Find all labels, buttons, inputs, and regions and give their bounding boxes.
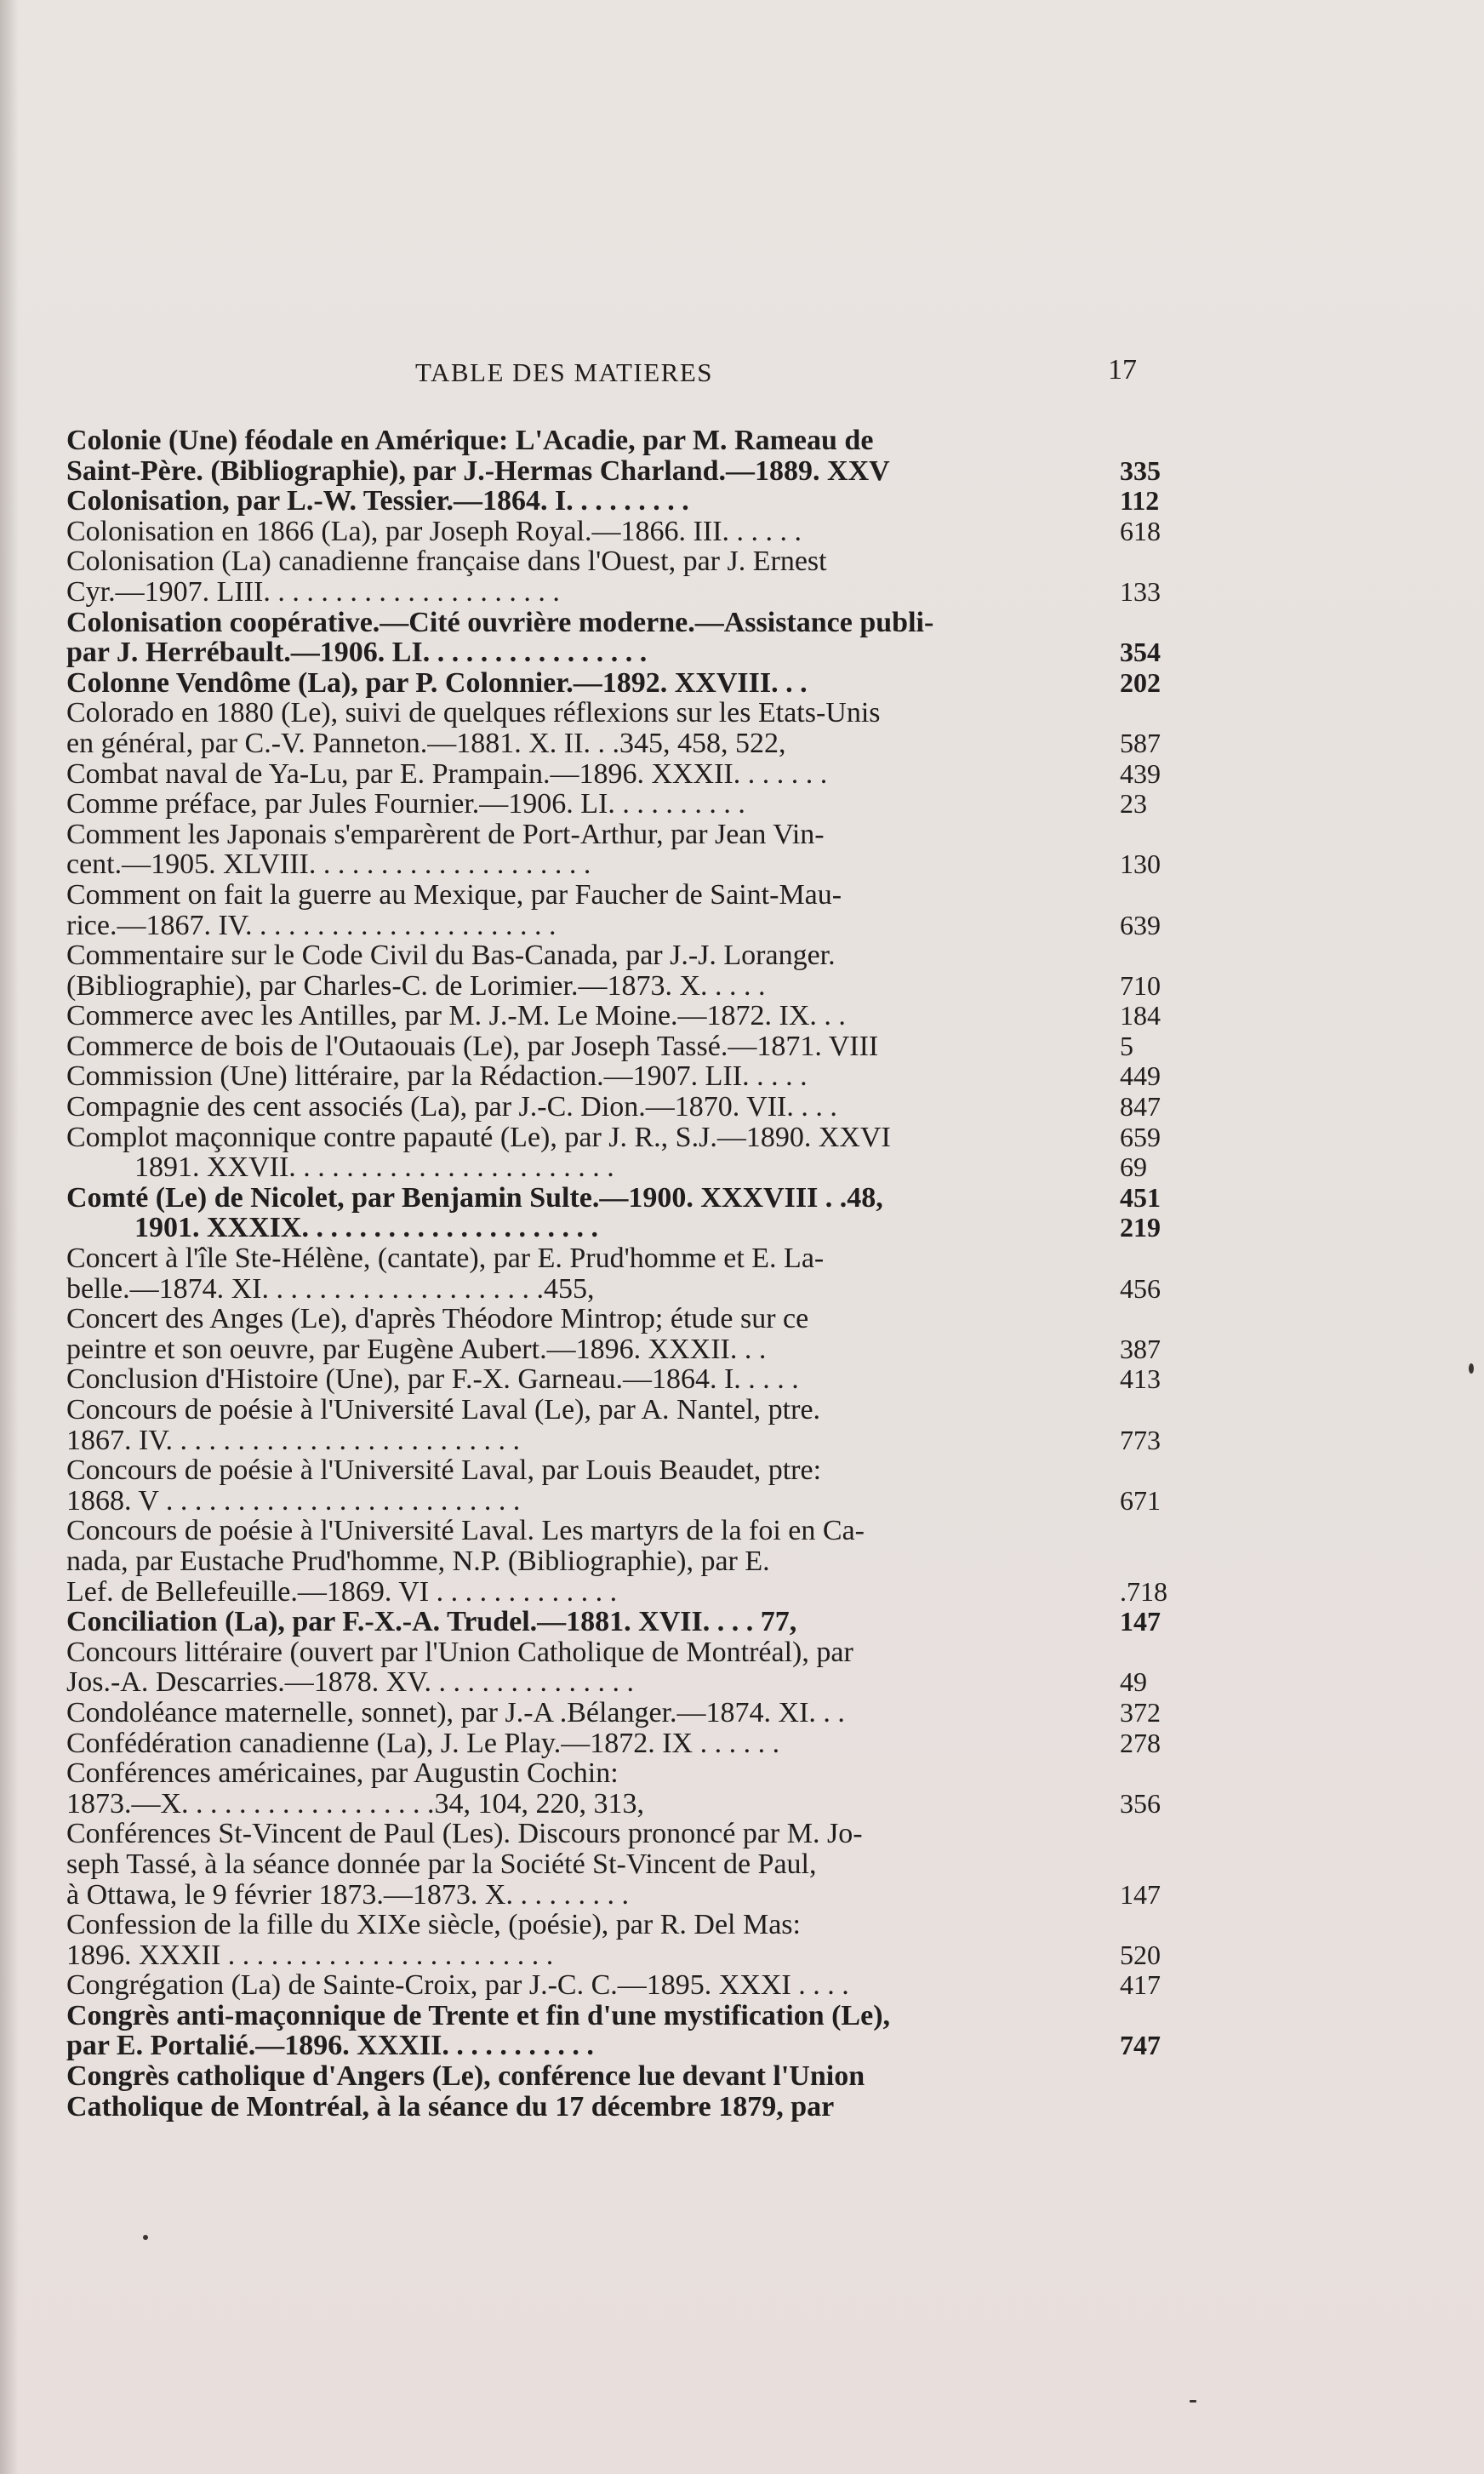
toc-entry xyxy=(66,1363,1161,1396)
toc-entry-line: Compagnie des cent associés (La), par J.-C. Dion.—1870. VII. . . . xyxy=(66,1091,837,1123)
toc-entry xyxy=(66,697,1161,759)
toc-entry-line: Comme préface, par Jules Fournier.—1906. LI. . . . . . . . . . xyxy=(66,788,745,820)
toc-entry-text xyxy=(66,1060,1152,1093)
toc-entry-line: Congrégation (La) de Sainte-Croix, par J.-C. C.—1895. XXXI . . . . xyxy=(66,1969,849,2002)
toc-entry-line: 1891. XXVII. . . . . . . . . . . . . . . . . . . . . . . xyxy=(134,1151,614,1184)
toc-entry-line: Conférences St-Vincent de Paul (Les). Discours prononcé par M. Jo- xyxy=(66,1818,863,1850)
toc-entry-page: 639 xyxy=(1120,909,1161,940)
toc-entry xyxy=(66,1243,1161,1305)
toc-entry-text xyxy=(66,1091,1152,1123)
toc-entry-text xyxy=(66,788,1152,820)
toc-entry-text xyxy=(66,485,1152,517)
toc-entry-page: 747 xyxy=(1120,2030,1161,2061)
toc-entry-text xyxy=(66,666,1152,699)
toc-entry-page: 278 xyxy=(1120,1727,1161,1758)
toc-entry xyxy=(66,1969,1161,2002)
toc-entry-line: Concours de poésie à l'Université Laval, par Louis Beaudet, ptre: xyxy=(66,1454,822,1487)
toc-entry xyxy=(66,818,1161,881)
toc-entry-page: 618 xyxy=(1120,515,1161,546)
toc-entry xyxy=(66,1031,1152,1062)
toc-entry-text xyxy=(134,1152,1152,1183)
toc-entry-line: Concours de poésie à l'Université Laval (Le), par A. Nantel, ptre. xyxy=(66,1394,821,1426)
toc-entry-line: Colonisation coopérative.—Cité ouvrière moderne.—Assistance publi- xyxy=(66,606,934,638)
toc-entry-line: Colorado en 1880 (Le), suivi de quelques réflexions sur les Etats-Unis xyxy=(66,697,881,729)
toc-entry xyxy=(66,1515,1167,1608)
toc-entry xyxy=(66,1000,1161,1032)
toc-entry xyxy=(66,1637,1152,1698)
toc-entry xyxy=(66,1909,1161,1971)
toc-entry-page: 773 xyxy=(1120,1424,1161,1455)
toc-entry-line: par J. Herrébault.—1906. LI. . . . . . . . . . . . . . . . xyxy=(66,637,648,669)
toc-entry-page: .718 xyxy=(1120,1575,1167,1607)
toc-entry-line: Colonne Vendôme (La), par P. Colonnier.—1892. XXVIII. . . xyxy=(66,666,808,699)
toc-entry-line: Lef. de Bellefeuille.—1869. VI . . . . . . . . . . . . . xyxy=(66,1575,618,1608)
toc-entry-page: 449 xyxy=(1120,1060,1161,1092)
toc-entry-text xyxy=(66,1243,1152,1305)
toc-entry-page: 710 xyxy=(1120,969,1161,1001)
toc-entry-page: 413 xyxy=(1120,1363,1161,1395)
ink-speck xyxy=(1469,1363,1474,1374)
toc-entry-page: 202 xyxy=(1120,666,1161,698)
toc-entry-text xyxy=(66,1394,1152,1456)
toc-entry-line: Saint-Père. (Bibliographie), par J.-Hermas Charland.—1889. XXV xyxy=(66,454,890,487)
toc-entry-text xyxy=(66,546,1152,608)
toc-entry-line: nada, par Eustache Prud'homme, N.P. (Bibliographie), par E. xyxy=(66,1545,770,1577)
toc-entry-page: 372 xyxy=(1120,1696,1161,1728)
toc-entry-line: Commerce de bois de l'Outaouais (Le), par Joseph Tassé.—1871. VIII xyxy=(66,1030,879,1062)
toc-entry-text xyxy=(66,1606,1152,1638)
toc-entry-text xyxy=(66,1515,1152,1608)
toc-entry-line: rice.—1867. IV. . . . . . . . . . . . . . . . . . . . . . xyxy=(66,909,556,941)
toc-entry-page: 659 xyxy=(1120,1121,1161,1152)
toc-entry xyxy=(66,1454,1161,1517)
toc-entry-line: Colonisation, par L.-W. Tessier.—1864. I. . . . . . . . . xyxy=(66,485,689,517)
toc-entry xyxy=(66,1696,1161,1728)
toc-entry-line: (Bibliographie), par Charles-C. de Lorimier.—1873. X. . . . . xyxy=(66,969,766,1002)
toc-entry-page: 671 xyxy=(1120,1484,1161,1516)
toc-entry-text xyxy=(66,757,1152,790)
toc-entry-page: 847 xyxy=(1120,1091,1161,1123)
toc-entry xyxy=(66,1818,1161,1911)
toc-entry-text xyxy=(66,425,1152,487)
toc-entry-text xyxy=(66,1121,1152,1153)
toc-entry xyxy=(66,666,1161,699)
toc-entry-text xyxy=(66,1757,1152,1820)
toc-entry-line: Complot maçonnique contre papauté (Le), par J. R., S.J.—1890. XXVI xyxy=(66,1121,891,1153)
toc-entry-page: 520 xyxy=(1120,1939,1161,1970)
toc-entry-page: 130 xyxy=(1120,848,1161,880)
toc-entry xyxy=(66,1999,1161,2062)
toc-entry-line: 1896. XXXII . . . . . . . . . . . . . . . . . . . . . . . xyxy=(66,1939,554,1971)
toc-entry xyxy=(66,1303,1161,1365)
toc-entry xyxy=(66,1181,1161,1214)
toc-entry-line: Colonisation (La) canadienne française dans l'Ouest, par J. Ernest xyxy=(66,546,827,578)
toc-entry-text xyxy=(66,1454,1152,1517)
toc-entry-page: 587 xyxy=(1120,727,1161,758)
toc-entry xyxy=(66,789,1152,820)
toc-entry-text xyxy=(66,878,1152,941)
toc-entry-text xyxy=(66,1181,1152,1214)
toc-entry-text xyxy=(66,1999,1152,2062)
toc-entry-line: cent.—1905. XLVIII. . . . . . . . . . . . . . . . . . . . xyxy=(66,848,591,881)
toc-entry-line: 1901. XXXIX. . . . . . . . . . . . . . . . . . . . . xyxy=(134,1212,598,1244)
toc-entry-text xyxy=(134,1213,1152,1243)
ink-speck xyxy=(143,2235,148,2240)
toc-entry xyxy=(66,757,1161,790)
toc-entry-line: Comment les Japonais s'emparèrent de Port-Arthur, par Jean Vin- xyxy=(66,818,825,850)
toc-entry-line: Cyr.—1907. LIII. . . . . . . . . . . . . . . . . . . . . xyxy=(66,575,560,608)
toc-entry-line: Conférences américaines, par Augustin Cochin: xyxy=(66,1757,619,1790)
toc-entry-line: peintre et son oeuvre, par Eugène Aubert.—1896. XXXII. . . xyxy=(66,1333,767,1365)
toc-entry-text xyxy=(66,1303,1152,1365)
toc-entry-line: Concert à l'île Ste-Hélène, (cantate), par E. Prud'homme et E. La- xyxy=(66,1243,825,1275)
table-of-contents xyxy=(66,426,1224,2122)
toc-entry xyxy=(66,1757,1161,1820)
toc-entry-text xyxy=(66,1818,1152,1911)
toc-entry-page: 147 xyxy=(1120,1606,1161,1637)
ink-speck xyxy=(1190,2400,1196,2403)
toc-entry-line: Colonisation en 1866 (La), par Joseph Royal.—1866. III. . . . . . xyxy=(66,515,802,547)
toc-entry-text xyxy=(66,1636,1152,1699)
toc-entry-line: belle.—1874. XI. . . . . . . . . . . . . . . . . . . .455, xyxy=(66,1272,595,1305)
toc-entry-text xyxy=(66,1727,1152,1759)
toc-entry-text xyxy=(66,1363,1152,1396)
toc-entry-line: Comment on fait la guerre au Mexique, par Faucher de Saint-Mau- xyxy=(66,878,842,911)
toc-entry-page: 69 xyxy=(1120,1151,1147,1183)
toc-entry-page: 456 xyxy=(1120,1272,1161,1304)
toc-entry-line: Confédération canadienne (La), J. Le Play.—1872. IX . . . . . . xyxy=(66,1727,780,1759)
toc-entry-line: Concours de poésie à l'Université Laval. Les martyrs de la foi en Ca- xyxy=(66,1515,865,1547)
toc-entry-page: 112 xyxy=(1120,485,1160,517)
toc-entry-text xyxy=(66,940,1152,1002)
toc-entry xyxy=(66,425,1161,487)
toc-entry-text xyxy=(66,1696,1152,1728)
toc-entry-line: Comté (Le) de Nicolet, par Benjamin Sulte.—1900. XXXVIII . .48, xyxy=(66,1181,883,1214)
toc-entry-line: 1868. V . . . . . . . . . . . . . . . . . . . . . . . . . xyxy=(66,1484,521,1517)
toc-entry-line: Conciliation (La), par F.-X.-A. Trudel.—1881. XVII. . . . 77, xyxy=(66,1606,797,1638)
toc-entry xyxy=(66,1394,1161,1456)
toc-entry-text xyxy=(66,1969,1152,2002)
toc-entry-line: Combat naval de Ya-Lu, par E. Prampain.—1896. XXXII. . . . . . . xyxy=(66,757,828,790)
toc-entry-text xyxy=(66,606,1152,669)
toc-entry-line: Jos.-A. Descarries.—1878. XV. . . . . . . . . . . . . . . xyxy=(66,1666,635,1699)
toc-entry-line: Congrès catholique d'Angers (Le), conférence lue devant l'Union xyxy=(66,2060,865,2093)
toc-entry-page: 356 xyxy=(1120,1787,1161,1819)
toc-entry-line: Commission (Une) littéraire, par la Rédaction.—1907. LII. . . . . xyxy=(66,1060,808,1093)
toc-entry xyxy=(66,1121,1161,1153)
toc-entry-line: seph Tassé, à la séance donnée par la Société St-Vincent de Paul, xyxy=(66,1848,817,1880)
toc-entry-line: 1867. IV. . . . . . . . . . . . . . . . . . . . . . . . . xyxy=(66,1424,520,1456)
toc-entry-page: 23 xyxy=(1120,788,1147,820)
toc-entry-page: 184 xyxy=(1120,1000,1161,1031)
toc-entry xyxy=(66,2061,1152,2122)
toc-entry xyxy=(66,1727,1161,1759)
toc-entry xyxy=(66,940,1161,1002)
toc-entry xyxy=(66,546,1161,608)
toc-entry-line: par E. Portalié.—1896. XXXII. . . . . . . . . . . xyxy=(66,2030,594,2062)
toc-entry-page: 147 xyxy=(1120,1878,1161,1910)
toc-entry xyxy=(66,878,1161,941)
toc-entry-page: 335 xyxy=(1120,454,1161,486)
toc-entry-text xyxy=(66,1909,1152,1971)
toc-entry-line: Concert des Anges (Le), d'après Théodore Mintrop; étude sur ce xyxy=(66,1303,809,1335)
toc-entry-line: Condoléance maternelle, sonnet), par J.-A .Bélanger.—1874. XI. . . xyxy=(66,1696,845,1728)
toc-entry-text xyxy=(66,1000,1152,1032)
toc-entry-page: 451 xyxy=(1120,1181,1161,1213)
toc-entry-text xyxy=(66,697,1152,759)
toc-entry-page: 387 xyxy=(1120,1333,1161,1364)
toc-entry-text xyxy=(66,818,1152,881)
toc-entry-line: Conclusion d'Histoire (Une), par F.-X. Garneau.—1864. I. . . . . xyxy=(66,1363,799,1396)
toc-entry xyxy=(66,485,1160,517)
toc-entry xyxy=(66,1091,1161,1123)
running-head: TABLE DES MATIERES xyxy=(415,357,714,387)
toc-entry-page: 49 xyxy=(1120,1666,1147,1698)
toc-entry xyxy=(66,1060,1161,1093)
toc-entry-line: en général, par C.-V. Panneton.—1881. X. II. . .345, 458, 522, xyxy=(66,727,786,759)
page-number: 17 xyxy=(1108,354,1137,386)
page-edge-shadow xyxy=(0,0,19,2474)
toc-entry-line: Catholique de Montréal, à la séance du 17 décembre 1879, par xyxy=(66,2090,835,2123)
toc-entry-page: 219 xyxy=(1120,1212,1161,1243)
toc-entry xyxy=(66,606,1161,669)
toc-entry-page: 5 xyxy=(1120,1030,1133,1061)
toc-entry-line: à Ottawa, le 9 février 1873.—1873. X. . . . . . . . . xyxy=(66,1878,629,1911)
toc-entry-line: Concours littéraire (ouvert par l'Union Catholique de Montréal), par xyxy=(66,1636,853,1668)
toc-entry xyxy=(66,1606,1161,1638)
toc-entry-page: 417 xyxy=(1120,1969,1161,2001)
toc-entry xyxy=(66,1212,1161,1244)
toc-entry-text xyxy=(66,1030,1152,1062)
toc-entry-text xyxy=(66,515,1152,547)
toc-entry-page: 354 xyxy=(1120,637,1161,668)
toc-entry-page: 439 xyxy=(1120,757,1161,789)
toc-entry-line: Colonie (Une) féodale en Amérique: L'Acadie, par M. Rameau de xyxy=(66,425,874,456)
toc-entry-line: 1873.—X. . . . . . . . . . . . . . . . . .34, 104, 220, 313, xyxy=(66,1787,645,1820)
toc-entry xyxy=(66,515,1161,547)
toc-entry-line: Commentaire sur le Code Civil du Bas-Canada, par J.-J. Loranger. xyxy=(66,940,836,972)
toc-entry-line: Confession de la fille du XIXe siècle, (poésie), par R. Del Mas: xyxy=(66,1909,801,1941)
toc-entry xyxy=(66,1152,1152,1183)
toc-entry-line: Congrès anti-maçonnique de Trente et fin d'une mystification (Le), xyxy=(66,1999,891,2031)
toc-entry-page: 133 xyxy=(1120,575,1161,607)
toc-entry-text xyxy=(66,2060,1152,2123)
toc-entry-line: Commerce avec les Antilles, par M. J.-M. Le Moine.—1872. IX. . . xyxy=(66,1000,846,1032)
